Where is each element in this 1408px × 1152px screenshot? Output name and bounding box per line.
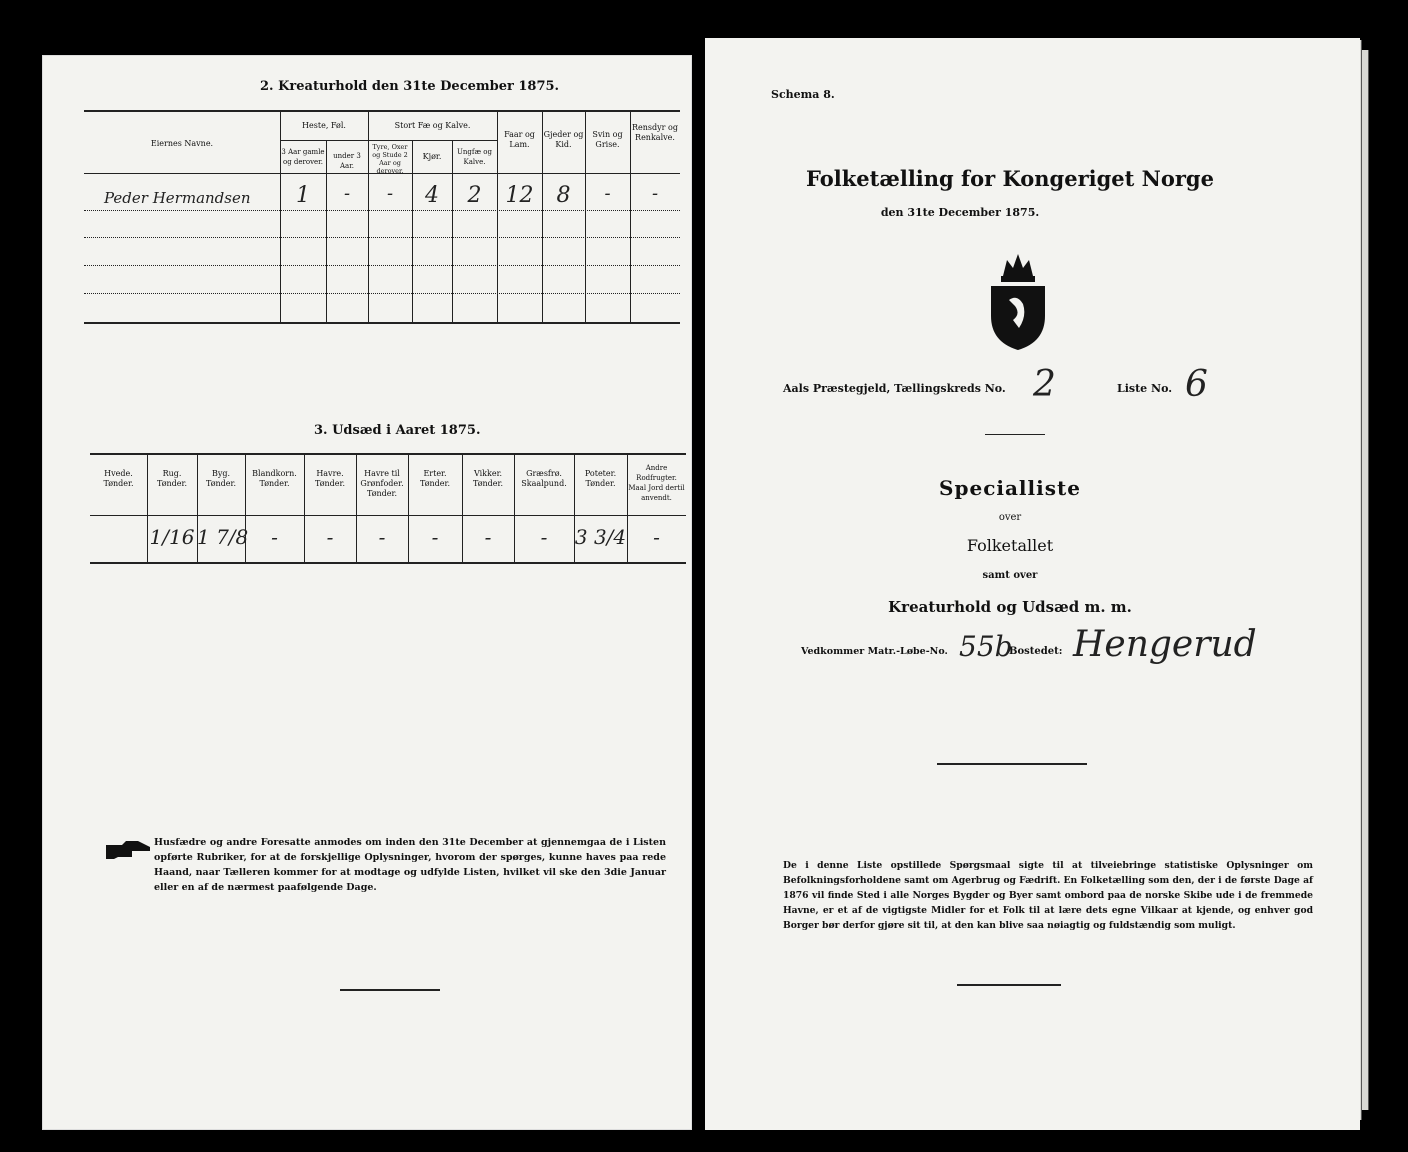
- end-rule: [957, 984, 1061, 986]
- bostedet-value: Hengerud: [1073, 624, 1257, 665]
- seed-header: Andre Rodfrugter. Maal Jord dertil anvendt.: [628, 464, 685, 502]
- notice-text: Husfædre og andre Foresatte anmodes om inden den 31te December at gjennemgaa de i Listen opførte Rubriker, for at de forskjellige Oplysninger, hvorom der spørges, kunne haves paa rede Haand, naar Tælleren kommer for at modtage og udfylde Listen, hvilket vil ske den 3die Januar eller en af de nærmest paafølgende Dage.: [154, 837, 666, 893]
- cell-goats: 8: [556, 183, 571, 208]
- header-goats: Gjeder og Kid.: [543, 130, 584, 149]
- seed-header: Havre til Grønfoder. Tønder.: [360, 469, 404, 498]
- header-cows: Kjør.: [422, 152, 442, 161]
- header-horses-under3: under 3 Aar.: [333, 152, 361, 170]
- cell-cows: 4: [425, 183, 439, 208]
- matr-label: Vedkommer Matr.-Løbe-No.: [801, 646, 948, 657]
- table-rule: [90, 515, 686, 516]
- table-col-rule: [280, 110, 281, 322]
- header-pigs: Svin og Grise.: [592, 130, 623, 149]
- header-cattle: Stort Fæ og Kalve.: [394, 121, 471, 130]
- cell-reindeer: -: [651, 183, 659, 204]
- seed-header: Rug. Tønder.: [156, 469, 188, 488]
- table-col-rule: [452, 140, 453, 322]
- seed-header: Havre. Tønder.: [314, 469, 346, 488]
- seed-cell: -: [653, 525, 660, 549]
- seed-cell: -: [378, 525, 386, 549]
- seed-header: Blandkorn. Tønder.: [252, 469, 297, 488]
- header-oxen: Tyre, Oxer og Stude 2 Aar og derover.: [372, 143, 408, 175]
- samt-over: samt over: [982, 570, 1038, 581]
- header-owner: Eiernes Navne.: [150, 139, 214, 148]
- table-rule: [84, 210, 680, 211]
- table-rule: [84, 322, 680, 324]
- liste-label: Liste No.: [1117, 382, 1173, 395]
- seed-header: Græsfrø. Skaalpund.: [521, 469, 567, 488]
- parish-line: Aals Præstegjeld, Tællingskreds No.: [783, 382, 1006, 395]
- seed-header: Poteter. Tønder.: [584, 469, 617, 488]
- seed-cell: -: [326, 525, 334, 549]
- over-label: over: [998, 512, 1022, 523]
- seed-cell: -: [431, 525, 439, 549]
- table-rule: [280, 140, 497, 141]
- seed-cell: -: [271, 525, 278, 549]
- table-rule: [90, 562, 686, 564]
- page-edge: [1362, 50, 1369, 1110]
- seed-header: Hvede. Tønder.: [103, 469, 134, 488]
- section2-title: 2. Kreaturhold den 31te December 1875.: [260, 79, 560, 94]
- district-no: 2: [1033, 364, 1056, 405]
- seed-cell: 1/16: [149, 525, 195, 549]
- seed-header: Vikker. Tønder.: [472, 469, 504, 488]
- right-page: [705, 38, 1360, 1130]
- liste-no: 6: [1185, 364, 1208, 405]
- schema-label: Schema 8.: [771, 88, 835, 101]
- seed-cell: -: [540, 525, 548, 549]
- divider: [937, 763, 1087, 765]
- table-rule: [84, 265, 680, 266]
- census-date: den 31te December 1875.: [880, 206, 1040, 219]
- folketallet: Folketallet: [966, 536, 1054, 555]
- section3-title: 3. Udsæd i Aaret 1875.: [314, 423, 481, 438]
- header-reindeer: Rensdyr og Renkalve.: [632, 123, 678, 142]
- header-young: Ungfæ og Kalve.: [457, 148, 492, 166]
- cell-oxen: -: [386, 183, 394, 204]
- end-rule: [340, 989, 440, 991]
- bottom-text: De i denne Liste opstillede Spørgsmaal sigte til at tilveiebringe statistiske Oplysninger om Befolkningsforholdene samt om Agerbrug og Fædrift. En Folketælling som den, der i de første Dage af 1876 vil finde Sted i alle Norges Bygder og Byer samt ombord paa de norske Skibe ude i de fremmede Havne, er et af de vigtigste Midler for et Folk til at lære dets egne Vilkaar at kjende, og enhver god Borger bør derfor gjøre sit til, at den kan blive saa nøiagtig og fuldstændig som muligt.: [783, 860, 1313, 931]
- table-col-rule: [412, 140, 413, 322]
- table-rule: [90, 453, 686, 455]
- pointing-hand-icon: [104, 839, 152, 865]
- table-rule: [84, 293, 680, 294]
- kreaturhold-title: Kreaturhold og Udsæd m. m.: [888, 598, 1132, 616]
- left-page: [42, 55, 692, 1130]
- cell-young: 2: [467, 183, 482, 208]
- table-rule: [84, 237, 680, 238]
- bostedet-label: Bostedet:: [1009, 646, 1063, 657]
- table-rule: [84, 110, 680, 112]
- cell-pigs: -: [604, 183, 611, 204]
- table-col-rule: [368, 110, 369, 322]
- seed-cell: 3 3/4: [574, 525, 627, 549]
- header-horses-3yr: 3 Aar gamle og derover.: [281, 148, 325, 166]
- cell-horses-under3: -: [343, 183, 351, 204]
- seed-cell: 1 7/8: [197, 525, 249, 549]
- seed-header: Erter. Tønder.: [419, 469, 451, 488]
- main-title: Folketælling for Kongeriget Norge: [806, 166, 1214, 191]
- coat-of-arms-icon: [983, 250, 1053, 356]
- cell-sheep: 12: [505, 183, 534, 208]
- cell-horses-3yr: 1: [296, 183, 310, 208]
- seed-cell: -: [484, 525, 492, 549]
- divider: [985, 434, 1045, 435]
- special-title: Specialliste: [939, 476, 1081, 500]
- header-sheep: Faar og Lam.: [504, 130, 535, 149]
- owner-name: Peder Hermandsen: [104, 189, 251, 207]
- seed-header: Byg. Tønder.: [205, 469, 237, 488]
- header-horses: Heste, Føl.: [302, 121, 346, 130]
- matr-no: 55b: [959, 630, 1013, 663]
